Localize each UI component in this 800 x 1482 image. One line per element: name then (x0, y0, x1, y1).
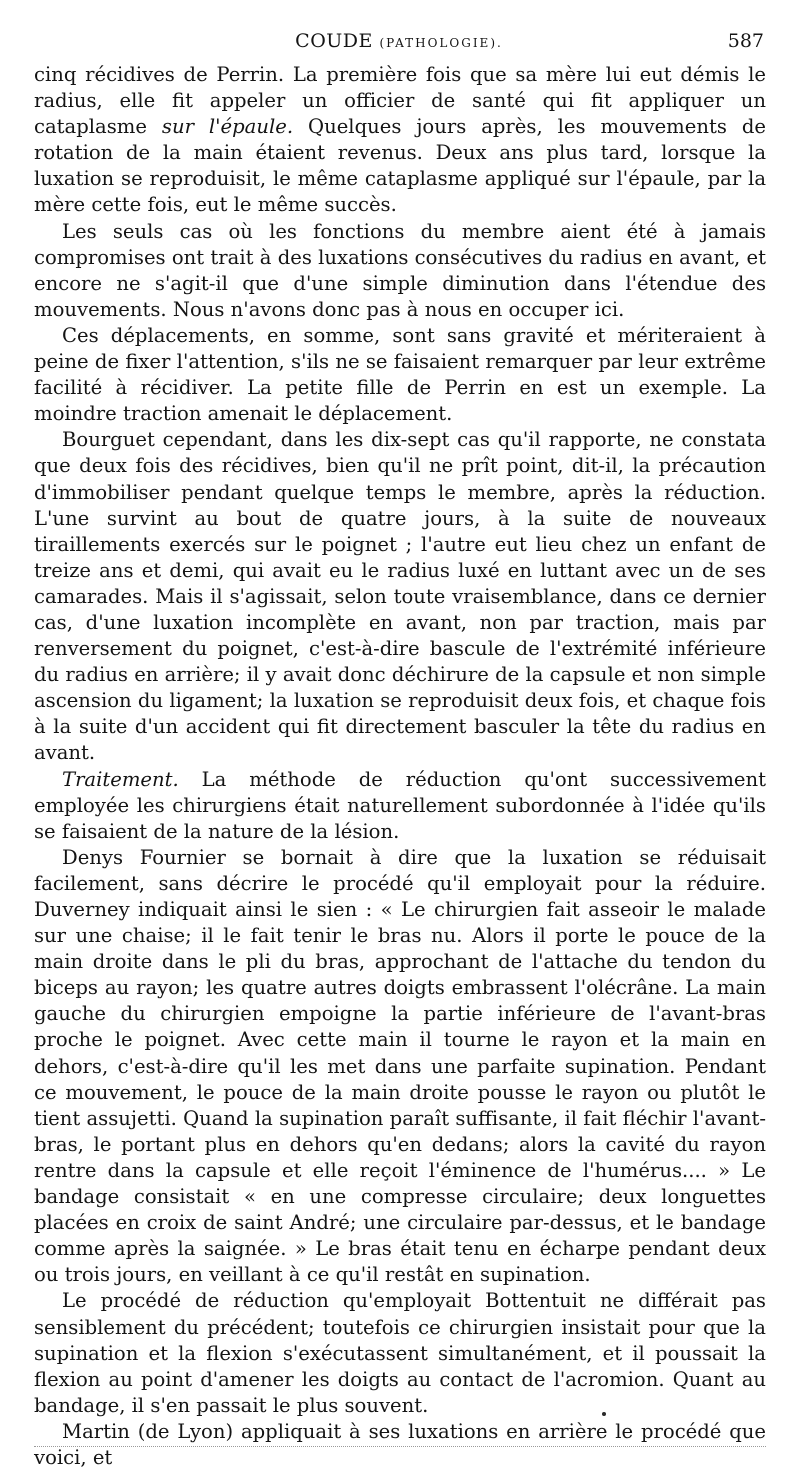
paragraph (34, 1419, 766, 1471)
text-run: cinq récidives de Perrin. La première fois que sa mère lui eut démis le radius, elle fit appeler un officier de santé qui fit appliquer un cataplasme (34, 63, 766, 139)
paragraph (34, 62, 766, 219)
print-speck (602, 1412, 606, 1416)
paragraph (34, 845, 766, 1289)
text-run: Martin (de Lyon) appliquait à ses luxations en arrière le procédé que voici, et (34, 1419, 766, 1469)
running-title-sub: (PATHOLOGIE). (379, 36, 503, 50)
running-header (34, 30, 764, 60)
text-run: Le procédé de réduction qu'employait Bottentuit ne différait pas sensiblement du précédent; toutefois ce chirurgien insistait pour que la supination et la flexion s'exécutassent simultanément, et il poussait la flexion au point d'amener les doigts au contact de l'acromion. Quant au bandage, il s'en passait le plus souvent. (34, 1289, 766, 1417)
text-run: Ces déplacements, en somme, sont sans gravité et mériteraient à peine de fixer l'attention, s'ils ne se faisaient remarquer par leur extrême facilité à récidiver. La petite fille de Perrin en est un exemple. La moindre traction amenait le déplacement. (34, 323, 766, 426)
paragraph (34, 427, 766, 766)
text-run: Denys Fournier se bornait à dire que la luxation se réduisait facilement, sans décrire le procédé qu'il employait pour la réduire. Duverney indiquait ainsi le sien : « Le chirurgien fait asseoir le malade sur une chaise; il le fait tenir le bras nu. Alors il porte le pouce de la main droite dans le pli du bras, approchant de l'attache du tendon du biceps au rayon; les quatre autres doigts embrassent l'olécrâne. La main gauche du chirurgien empoigne la partie inférieure de l'avant-bras proche le poignet. Avec cette main il tourne le rayon et la main en dehors, c'est-à-dire qu'il les met dans une parfaite supination. Pendant ce mouvement, le pouce de la main droite pousse le rayon ou plutôt le tient assujetti. Quand la supination paraît suffisante, il fait fléchir l'avant-bras, le portant plus en dehors qu'en dedans; alors la cavité du rayon rentre dans la capsule et elle reçoit l'éminence de l'humérus.... » Le bandage consistait « en une compresse circulaire; deux longuettes placées en croix de saint André; une circulaire par-dessus, et le bandage comme après la saignée. » Le bras était tenu en écharpe pendant deux ou trois jours, en veillant à ce qu'il restât en supination. (34, 845, 766, 1287)
text-run: La méthode de réduction qu'ont successivement employée les chirurgiens était naturellement subordonnée à l'idée qu'ils se faisaient de la nature de la lésion. (34, 767, 766, 843)
footer-rule (34, 1446, 766, 1447)
paragraph (34, 323, 766, 427)
text-run: Quelques jours après, les mouvements de rotation de la main étaient revenus. Deux ans plus tard, lorsque la luxation se reproduisit, le même cataplasme appliqué sur l'épaule, par la mère cette fois, eut le même succès. (34, 115, 766, 217)
running-title (34, 30, 764, 52)
text-run: Les seuls cas où les fonctions du membre aient été à jamais compromises ont trait à des luxations consécutives du radius en avant, et encore ne s'agit-il que d'une simple diminution dans l'étendue des mouvements. Nous n'avons donc pas à nous en occuper ici. (34, 219, 766, 321)
running-title-main: COUDE (295, 30, 373, 52)
paragraph (34, 767, 766, 845)
text-run: Bourguet cependant, dans les dix-sept cas qu'il rapporte, ne constata que deux fois des récidives, bien qu'il ne prît point, dit-il, la précaution d'immobiliser pendant quelque temps le membre, après la réduction. L'une survint au bout de quatre jours, à la suite de nouveaux tiraillements exercés sur le poignet ; l'autre eut lieu chez un enfant de treize ans et demi, qui avait eu le radius luxé en luttant avec un de ses camarades. Mais il s'agissait, selon toute vraisemblance, dans ce dernier cas, d'une luxation incomplète en avant, non par traction, mais par renversement du poignet, c'est-à-dire bascule de l'extrémité inférieure du radius en arrière; il y avait donc déchirure de la capsule et non simple ascension du ligament; la luxation se reproduisit deux fois, et chaque fois à la suite d'un accident qui fit directement basculer la tête du radius en avant. (34, 428, 766, 765)
paragraph (34, 1288, 766, 1418)
body-text (34, 62, 766, 1471)
paragraph (34, 219, 766, 323)
italic-text: Traitement. (62, 767, 179, 791)
page-number: 587 (727, 30, 764, 52)
italic-text: sur l'épaule. (161, 115, 294, 139)
